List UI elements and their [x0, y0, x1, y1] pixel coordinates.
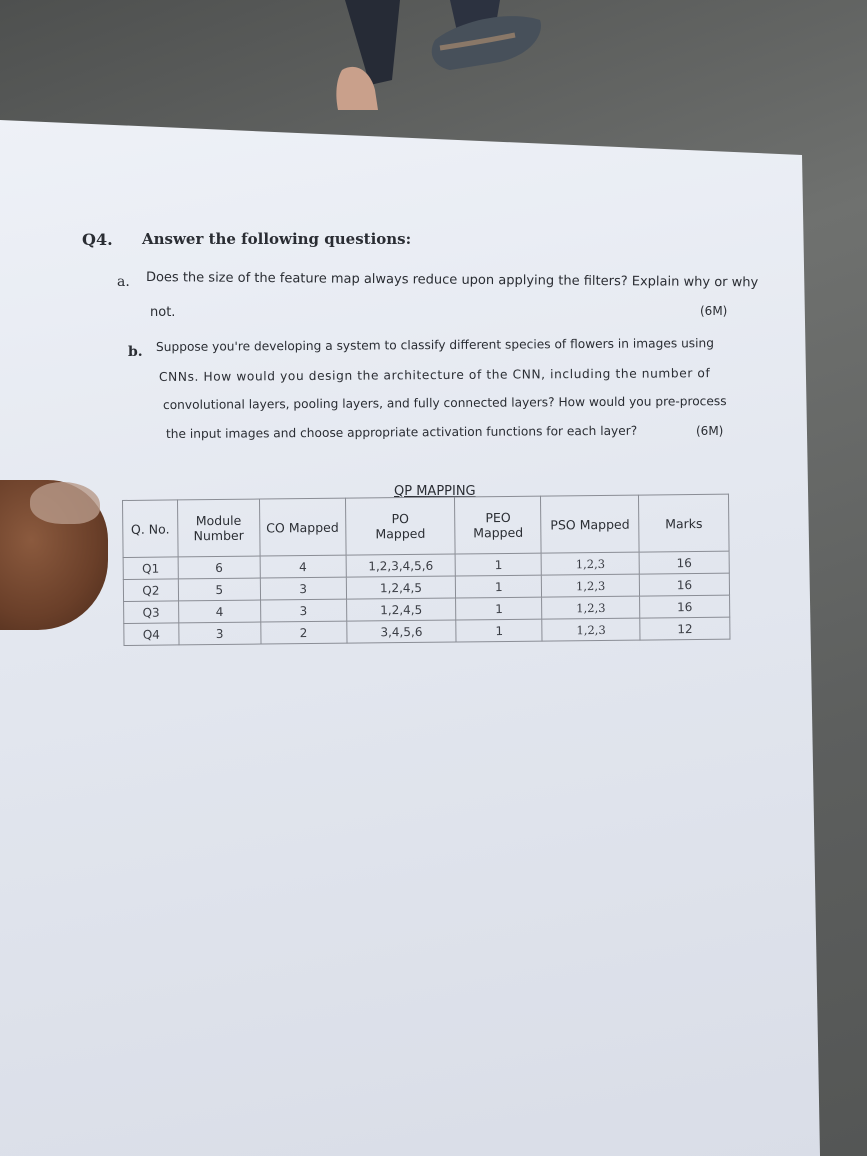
cell-co: 2	[261, 621, 347, 644]
cell-module: 6	[178, 556, 260, 579]
part-a-line2: not.	[150, 305, 176, 320]
part-b-line2: CNNs. How would you design the architecture of the CNN, including the number of	[158, 366, 711, 384]
cell-qno: Q3	[124, 601, 179, 624]
cell-qno: Q1	[123, 557, 178, 580]
cell-pso: 1,2,3	[541, 552, 639, 575]
part-a-letter: a.	[117, 274, 130, 290]
header-po	[345, 497, 455, 555]
part-b-marks: (6M)	[696, 424, 724, 438]
cell-marks: 12	[640, 617, 730, 640]
header-po-line1: PO	[391, 510, 410, 527]
cell-peo: 1	[456, 553, 542, 576]
header-po-line2: Mapped	[375, 525, 426, 542]
cell-po: 1,2,4,5	[346, 576, 456, 599]
part-b-letter: b.	[128, 344, 143, 360]
header-module-line1: Module	[195, 512, 242, 529]
header-peo	[455, 496, 541, 554]
cell-module: 4	[178, 600, 260, 623]
question-label: Q4.	[82, 230, 113, 249]
cell-module: 5	[178, 578, 260, 601]
cell-peo: 1	[456, 575, 542, 598]
header-qno: Q. No.	[123, 500, 178, 558]
part-a-marks: (6M)	[700, 304, 728, 318]
legs-photo	[300, 0, 560, 130]
cell-marks: 16	[640, 595, 730, 618]
header-peo-line1: PEO	[485, 509, 511, 526]
cell-pso: 1,2,3	[542, 596, 640, 619]
cell-po: 1,2,4,5	[346, 598, 456, 621]
header-co: CO Mapped	[259, 498, 345, 556]
header-peo-line2: Mapped	[473, 524, 524, 541]
header-module-line2: Number	[193, 527, 244, 544]
header-marks: Marks	[639, 494, 729, 552]
cell-module: 3	[179, 622, 261, 645]
part-b-line1: Suppose you're developing a system to classify different species of flowers in images using	[155, 336, 715, 354]
table-header-row	[123, 494, 730, 557]
qp-mapping-table-wrap	[122, 494, 731, 660]
qp-mapping-title: QP MAPPING	[394, 484, 476, 499]
cell-co: 3	[260, 577, 346, 600]
cell-po: 1,2,3,4,5,6	[346, 554, 456, 577]
cell-qno: Q2	[123, 579, 178, 602]
cell-co: 3	[260, 599, 346, 622]
question-title: Answer the following questions:	[142, 230, 412, 248]
cell-co: 4	[260, 555, 346, 578]
cell-peo: 1	[456, 597, 542, 620]
cell-qno: Q4	[124, 623, 179, 646]
header-pso: PSO Mapped	[541, 495, 639, 553]
thumbnail	[30, 482, 100, 524]
part-a-line1: Does the size of the feature map always reduce upon applying the filters? Explain why or why	[145, 270, 759, 291]
cell-pso: 1,2,3	[542, 618, 640, 641]
cell-pso: 1,2,3	[542, 574, 640, 597]
cell-marks: 16	[639, 551, 729, 574]
header-module	[177, 499, 259, 557]
part-b-line3: convolutional layers, pooling layers, and fully connected layers? How would you pre-process	[162, 394, 727, 412]
part-b-line4: the input images and choose appropriate activation functions for each layer?	[165, 423, 638, 441]
cell-po: 3,4,5,6	[346, 620, 456, 643]
cell-marks: 16	[639, 573, 729, 596]
cell-peo: 1	[456, 619, 542, 642]
qp-mapping-table	[122, 494, 730, 646]
